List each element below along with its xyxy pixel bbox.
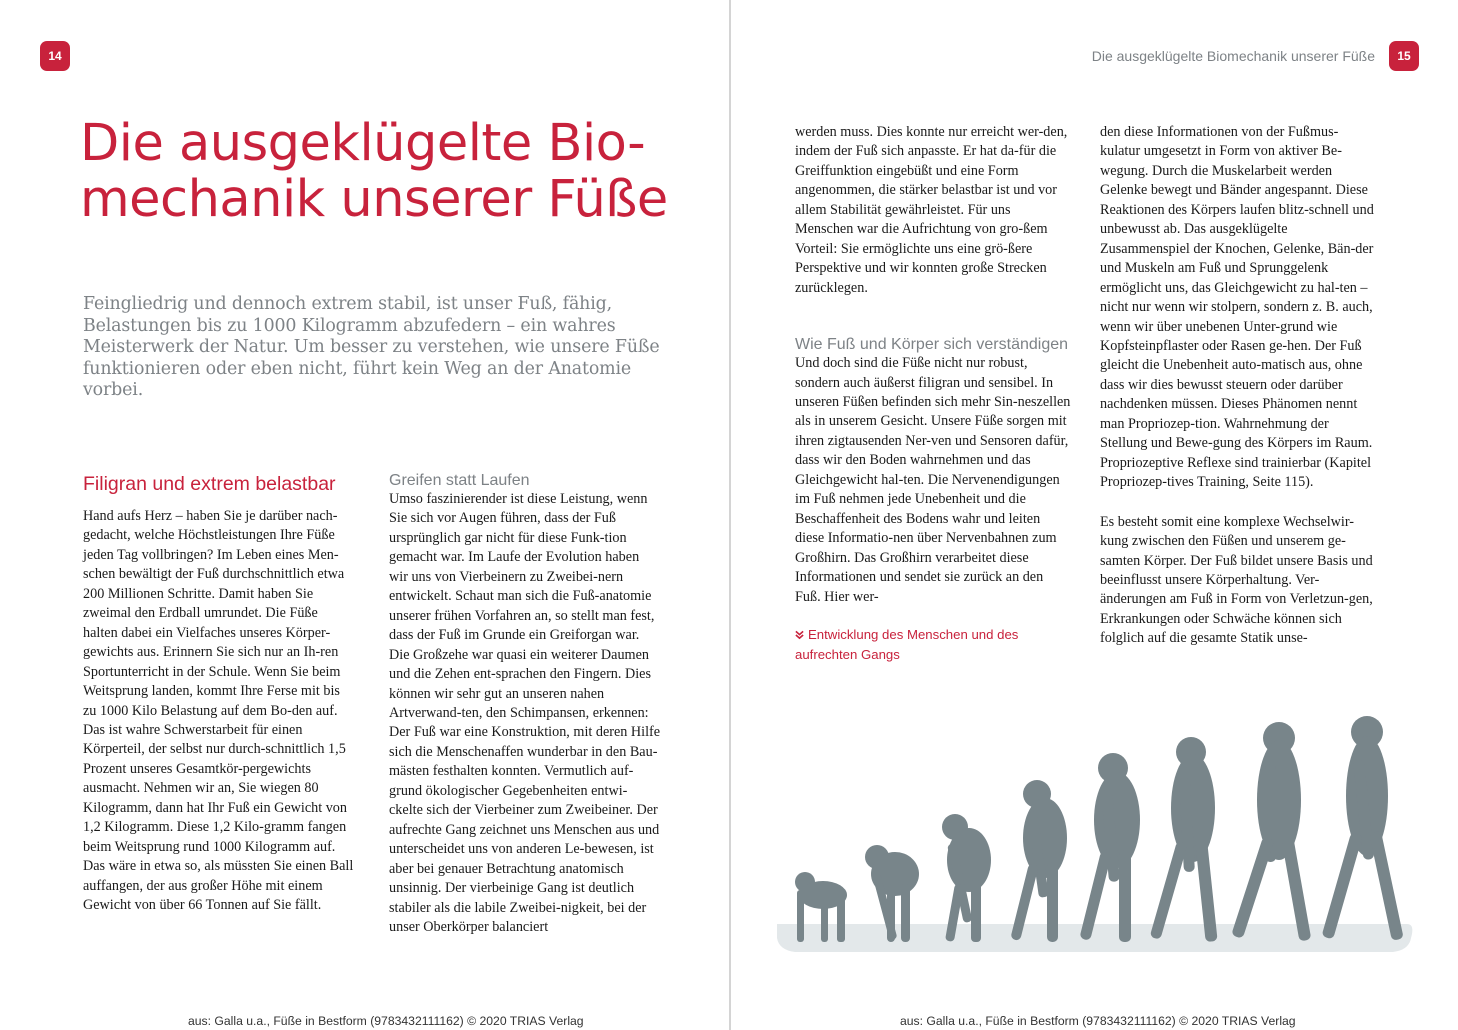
right-page [731,0,1458,1030]
chapter-title: Die ausgeklügelte Bio-mechanik unserer Füße [80,114,668,229]
column-right-2 [1100,123,1376,649]
paragraph-aufrichtung: werden muss. Dies konnte nur erreicht wer-den, indem der Fuß sich anpasste. Er hat da-für die Greiffunktion eingebüßt und eine Form angenommen, die stärker belastbar ist und vor allem Stabilität gewährleistet. Für uns Menschen war die Aufrichtung von gro-ßem Vorteil: Sie ermöglichte uns eine grö-ßere Perspektive und wir konnten große Strecken zurücklegen. [795,124,1068,296]
evolution-figure-1 [795,872,847,942]
lead-paragraph: Feingliedrig und dennoch extrem stabil, ist unser Fuß, fähig, Belastungen bis zu 1000 Kilogramm abzufedern – ein wahres Meisterwerk der Natur. Um besser zu verstehen, wie unsere Füße funktionieren oder eben nicht, führt kein Weg an der Anatomie vorbei. [83,294,660,401]
chevron-down-icon [795,630,804,640]
section-heading-verstaendigen: Wie Fuß und Körper sich verständigen [795,336,1069,354]
column-filigran [83,472,355,916]
paragraph-wechselwirkung: Es besteht somit eine komplexe Wechselwir-kung zwischen den Füßen und unserem ge-samten Körper. Der Fuß bildet unsere Basis und beeinflusst unsere Körperhaltung. Ver-änderungen am Fuß in Form von Verletzun-gen, Erkrankungen oder Schwäche können sich folglich auf die gesamte Statik unse- [1100,513,1373,647]
section-text-greifen: Umso faszinierender ist diese Leistung, wenn Sie sich vor Augen führen, dass der Fuß ursprünglich gar nicht für diese Funk-tion gemacht war. Im Laufe der Evolution haben wir uns von Vierbeinern zu Zweibei-nern entwickelt. Schaut man sich die Fuß-anatomie unserer frühen Vorfahren an, so stellt man fest, dass der Fuß im Grunde ein Greiforgan war. Die Großzehe war quasi ein weiterer Daumen und die Zehen ent-sprachen den Fingern. Dies können wir sehr gut an unseren nahen Artverwand-ten, den Schimpansen, erkennen: Der Fuß war eine Konstruktion, mit deren Hilfe sich die Menschenaffen wunderbar in den Bau-mästen festhalten konnten. Vermutlich auf-grund ökologischer Gegebenheiten entwi-ckelte sich der Vierbeiner zum Zweibeiner. Der aufrechte Gang zeichnet uns Menschen aus und unterscheidet uns von anderen Le-bewesen, ist aber bei genauer Betrachtung anatomisch unsinnig. Der vierbeinige Gang ist deutlich stabiler als die labile Zweibei-nigkeit, bei der unser Oberkörper balanciert [389,491,661,935]
column-greifen [389,471,661,937]
evolution-figure-5 [1079,753,1140,942]
section-heading-filigran: Filigran und extrem belastbar [83,473,336,495]
evolution-figure-4 [1010,780,1067,942]
section-text-filigran: Hand aufs Herz – haben Sie je darüber nach-gedacht, welche Höchstleistungen Ihre Füße jeden Tag vollbringen? Im Leben eines Men-schen bewältigt der Fuß durchschnittlich etwa 200 Millionen Schritte. Damit haben Sie zweimal den Erdball umrundet. Die Füße halten dabei ein Vielfaches unseres Körper-gewichts aus. Erinnern Sie sich nur an Ih-ren Sportunterricht in der Schule. Wenn Sie beim Weitsprung landen, kommt Ihre Ferse mit bis zu 1000 Kilo Belastung auf dem Bo-den auf. Das ist wahre Schwerstarbeit für einen Körperteil, der selbst nur durch-schnittlich 1,5 Prozent unseres Gesamtkör-pergewichts ausmacht. Nehmen wir an, Sie wiegen 80 Kilogramm, dann hat Ihr Fuß ein Gewicht von 1,2 Kilogramm. Diese 1,2 Kilo-gramm fangen beim Weitsprung rund 1000 Kilogramm auf. Das wäre in etwa so, als müssten Sie einen Ball auffangen, der aus großer Höhe mit einem Gewicht von über 66 Tonnen auf Sie fällt. [83,508,354,914]
page-number-badge: 14 [40,41,70,71]
footer-credit-left: aus: Galla u.a., Füße in Bestform (9783432111162) © 2020 TRIAS Verlag [188,1014,584,1028]
paragraph-propriozeption: den diese Informationen von der Fußmus-kulatur umgesetzt in Form von aktiver Be-wegung. Durch die Muskelarbeit werden Gelenke bewegt und Bänder angespannt. Diese Reaktionen des Körpers laufen blitz-schnell und unbewusst ab. Das ausgeklügelte Zusammenspiel der Knochen, Gelenke, Bän-der und Muskeln am Fuß und Sprunggelenk ermöglicht uns, das Gleichgewicht zu hal-ten – nicht nur wenn wir stolpern, sondern z. B. auch, wenn wir über unebenen Unter-grund wie Kopfsteinpflaster oder Rasen ge-hen. Der Fuß gleicht die Unebenheit auto-matisch aus, ohne dass wir dies bewusst steuern oder darüber nachdenken müssen. Dieses Phänomen nennt man Propriozep-tion. Wahrnehmung der Stellung und Bewe-gung des Körpers im Raum. Propriozeptive Reflexe sind trainierbar (Kapitel Propriozep-tives Training, Seite 115). [1100,124,1374,491]
section-heading-greifen: Greifen statt Laufen [389,472,530,489]
figure-caption-text: Entwicklung des Menschen und des aufrechten Gangs [795,626,1019,662]
human-evolution-illustration [775,712,1415,957]
evolution-figure-8 [1321,716,1403,941]
footer-credit-right: aus: Galla u.a., Füße in Bestform (9783432111162) © 2020 TRIAS Verlag [900,1014,1296,1028]
evolution-figure-3 [942,814,991,942]
page-number-badge: 15 [1389,41,1419,71]
ground-shadow [777,924,1412,952]
evolution-figure-7 [1231,722,1311,941]
column-right-1 [795,123,1071,665]
section-text-verstaendigen: Und doch sind die Füße nicht nur robust, sondern auch äußerst filigran und sensibel. In unseren Füßen befinden sich mehr Sin-neszellen als in unserem Gesicht. Unsere Füße sorgen mit ihren zigtausenden Ner-ven und Sensoren dafür, dass wir den Boden wahrnehmen und das Gleichgewicht hal-ten. Die Nervenendigungen im Fuß nehmen jede Unebenheit und die Beschaffenheit des Bodens wahr und leiten diese Informatio-nen über Nervenbahnen zum Großhirn. Das Großhirn verarbeitet diese Informationen und sendet sie zurück an den Fuß. Hier wer- [795,355,1071,605]
running-head: Die ausgeklügelte Biomechanik unserer Füße [1091,48,1375,64]
figure-caption [795,625,1045,665]
evolution-figure-6 [1150,737,1218,942]
